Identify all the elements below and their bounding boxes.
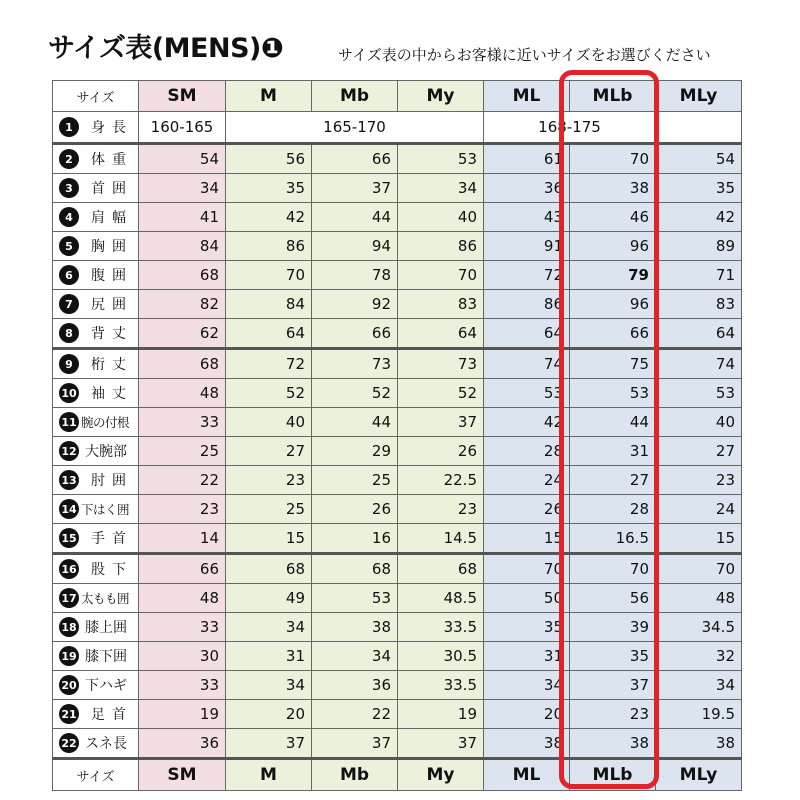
measurement-value: 53 bbox=[398, 144, 484, 174]
measurement-row bbox=[53, 729, 742, 759]
measurement-name: 袖丈 bbox=[91, 386, 133, 402]
measurement-value: 34 bbox=[484, 671, 570, 700]
measurement-name: 下はく囲 bbox=[81, 502, 130, 517]
measurement-value: 31 bbox=[226, 642, 312, 671]
size-header-m: M bbox=[226, 81, 312, 112]
row-number-badge: 2 bbox=[59, 149, 79, 169]
size-header-mb: Mb bbox=[312, 81, 398, 112]
measurement-value: 15 bbox=[226, 524, 312, 554]
measurement-value: 70 bbox=[484, 554, 570, 584]
measurement-value: 52 bbox=[226, 379, 312, 408]
measurement-value: 36 bbox=[484, 174, 570, 203]
measurement-value: 31 bbox=[484, 642, 570, 671]
measurement-name: 背丈 bbox=[91, 326, 133, 342]
measurement-value: 34 bbox=[139, 174, 226, 203]
size-header-my: My bbox=[398, 81, 484, 112]
measurement-value: 44 bbox=[312, 408, 398, 437]
measurement-value: 54 bbox=[139, 144, 226, 174]
measurement-value: 37 bbox=[312, 729, 398, 759]
measurement-value: 37 bbox=[312, 174, 398, 203]
measurement-value: 29 bbox=[312, 437, 398, 466]
measurement-name: 手首 bbox=[91, 531, 133, 547]
measurement-value: 25 bbox=[226, 495, 312, 524]
measurement-value: 37 bbox=[570, 671, 656, 700]
measurement-value: 34 bbox=[398, 174, 484, 203]
measurement-value: 27 bbox=[570, 466, 656, 495]
measurement-value: 89 bbox=[656, 232, 742, 261]
measurement-value: 16.5 bbox=[570, 524, 656, 554]
measurement-value: 33.5 bbox=[398, 671, 484, 700]
measurement-value: 38 bbox=[312, 613, 398, 642]
measurement-row bbox=[53, 584, 742, 613]
measurement-label bbox=[53, 232, 139, 261]
measurement-row bbox=[53, 642, 742, 671]
measurement-value: 34 bbox=[226, 671, 312, 700]
measurement-value: 37 bbox=[398, 729, 484, 759]
measurement-value: 20 bbox=[226, 700, 312, 729]
measurement-name: 太もも囲 bbox=[81, 591, 130, 606]
measurement-row bbox=[53, 408, 742, 437]
size-header-sm: SM bbox=[139, 759, 226, 791]
measurement-value: 41 bbox=[139, 203, 226, 232]
row-number-badge: 15 bbox=[59, 528, 79, 548]
size-header-mly: MLy bbox=[656, 81, 742, 112]
measurement-value: 96 bbox=[570, 290, 656, 319]
measurement-value: 38 bbox=[484, 729, 570, 759]
measurement-row bbox=[53, 466, 742, 495]
measurement-value: 82 bbox=[139, 290, 226, 319]
measurement-value: 15 bbox=[484, 524, 570, 554]
row-number-badge: 8 bbox=[59, 323, 79, 343]
measurement-value: 19 bbox=[139, 700, 226, 729]
measurement-label bbox=[53, 290, 139, 319]
measurement-value: 20 bbox=[484, 700, 570, 729]
measurement-label bbox=[53, 408, 139, 437]
measurement-value: 83 bbox=[398, 290, 484, 319]
measurement-value: 53 bbox=[312, 584, 398, 613]
measurement-label bbox=[53, 319, 139, 349]
height-row bbox=[53, 112, 742, 144]
measurement-value: 53 bbox=[570, 379, 656, 408]
measurement-value: 42 bbox=[484, 408, 570, 437]
measurement-value: 33 bbox=[139, 671, 226, 700]
measurement-name: スネ長 bbox=[85, 736, 127, 752]
measurement-value: 52 bbox=[312, 379, 398, 408]
measurement-value: 74 bbox=[656, 349, 742, 379]
measurement-label bbox=[53, 261, 139, 290]
measurement-value: 94 bbox=[312, 232, 398, 261]
measurement-value: 73 bbox=[398, 349, 484, 379]
measurement-label bbox=[53, 437, 139, 466]
measurement-value: 26 bbox=[484, 495, 570, 524]
measurement-value: 35 bbox=[484, 613, 570, 642]
row-number-badge: 21 bbox=[59, 704, 79, 724]
measurement-label bbox=[53, 112, 139, 144]
row-number-badge: 4 bbox=[59, 207, 79, 227]
measurement-value: 66 bbox=[312, 319, 398, 349]
measurement-value: 56 bbox=[226, 144, 312, 174]
measurement-value: 22 bbox=[312, 700, 398, 729]
measurement-value: 35 bbox=[570, 642, 656, 671]
measurement-value: 68 bbox=[312, 554, 398, 584]
measurement-value: 24 bbox=[484, 466, 570, 495]
measurement-value: 26 bbox=[398, 437, 484, 466]
measurement-value: 23 bbox=[398, 495, 484, 524]
measurement-value: 33.5 bbox=[398, 613, 484, 642]
measurement-name: 尻囲 bbox=[91, 297, 133, 313]
measurement-value: 84 bbox=[139, 232, 226, 261]
measurement-value: 31 bbox=[570, 437, 656, 466]
measurement-label bbox=[53, 203, 139, 232]
measurement-value: 19 bbox=[398, 700, 484, 729]
measurement-value: 38 bbox=[570, 174, 656, 203]
measurement-value: 32 bbox=[656, 642, 742, 671]
measurement-value: 38 bbox=[656, 729, 742, 759]
measurement-label bbox=[53, 495, 139, 524]
measurement-value: 14 bbox=[139, 524, 226, 554]
measurement-row bbox=[53, 554, 742, 584]
size-header-mly: MLy bbox=[656, 759, 742, 791]
measurement-value: 70 bbox=[656, 554, 742, 584]
measurement-label bbox=[53, 729, 139, 759]
measurement-value: 66 bbox=[570, 319, 656, 349]
measurement-value: 34 bbox=[656, 671, 742, 700]
measurement-value: 75 bbox=[570, 349, 656, 379]
measurement-row bbox=[53, 319, 742, 349]
row-number-badge: 3 bbox=[59, 178, 79, 198]
measurement-value: 33 bbox=[139, 613, 226, 642]
measurement-value: 39 bbox=[570, 613, 656, 642]
measurement-value: 50 bbox=[484, 584, 570, 613]
measurement-value: 14.5 bbox=[398, 524, 484, 554]
measurement-value: 72 bbox=[484, 261, 570, 290]
size-header-sm: SM bbox=[139, 81, 226, 112]
size-table bbox=[52, 80, 742, 791]
measurement-label bbox=[53, 642, 139, 671]
measurement-value: 27 bbox=[656, 437, 742, 466]
measurement-name: 首囲 bbox=[91, 181, 133, 197]
height-value: 168-175 bbox=[484, 112, 656, 144]
measurement-value: 28 bbox=[484, 437, 570, 466]
measurement-value: 64 bbox=[656, 319, 742, 349]
measurement-value: 28 bbox=[570, 495, 656, 524]
row-number-badge: 17 bbox=[59, 588, 79, 608]
measurement-value: 53 bbox=[656, 379, 742, 408]
measurement-value: 40 bbox=[226, 408, 312, 437]
measurement-value: 30.5 bbox=[398, 642, 484, 671]
measurement-row bbox=[53, 437, 742, 466]
measurement-value: 64 bbox=[226, 319, 312, 349]
measurement-value: 25 bbox=[139, 437, 226, 466]
measurement-value: 64 bbox=[484, 319, 570, 349]
measurement-value: 25 bbox=[312, 466, 398, 495]
measurement-value: 34 bbox=[312, 642, 398, 671]
measurement-value: 24 bbox=[656, 495, 742, 524]
measurement-name: 体重 bbox=[91, 152, 133, 168]
height-value: 160-165 bbox=[139, 112, 226, 144]
measurement-value: 53 bbox=[484, 379, 570, 408]
measurement-value: 71 bbox=[656, 261, 742, 290]
measurement-row bbox=[53, 671, 742, 700]
measurement-value: 68 bbox=[226, 554, 312, 584]
measurement-value: 68 bbox=[139, 349, 226, 379]
measurement-value: 68 bbox=[139, 261, 226, 290]
measurement-value: 91 bbox=[484, 232, 570, 261]
measurement-value: 23 bbox=[656, 466, 742, 495]
measurement-value: 40 bbox=[656, 408, 742, 437]
measurement-value: 42 bbox=[226, 203, 312, 232]
height-value: 165-170 bbox=[226, 112, 484, 144]
measurement-row bbox=[53, 203, 742, 232]
measurement-value: 16 bbox=[312, 524, 398, 554]
row-number-badge: 7 bbox=[59, 294, 79, 314]
measurement-value: 46 bbox=[570, 203, 656, 232]
measurement-value: 73 bbox=[312, 349, 398, 379]
measurement-value: 48 bbox=[139, 584, 226, 613]
row-number-badge: 10 bbox=[59, 383, 79, 403]
size-header-ml: ML bbox=[484, 81, 570, 112]
measurement-value: 68 bbox=[398, 554, 484, 584]
measurement-row bbox=[53, 232, 742, 261]
measurement-name: 腹囲 bbox=[91, 268, 133, 284]
row-number-badge: 19 bbox=[59, 646, 79, 666]
measurement-value: 86 bbox=[226, 232, 312, 261]
measurement-value: 48 bbox=[656, 584, 742, 613]
measurement-row bbox=[53, 495, 742, 524]
measurement-value: 37 bbox=[226, 729, 312, 759]
measurement-value: 15 bbox=[656, 524, 742, 554]
measurement-name: 肘囲 bbox=[91, 473, 133, 489]
measurement-name: 膝下囲 bbox=[85, 649, 127, 665]
measurement-value: 38 bbox=[570, 729, 656, 759]
measurement-name: 下ハギ bbox=[85, 678, 127, 694]
row-number-badge: 13 bbox=[59, 470, 79, 490]
row-number-badge: 20 bbox=[59, 675, 79, 695]
measurement-value: 44 bbox=[570, 408, 656, 437]
measurement-row bbox=[53, 700, 742, 729]
measurement-value: 49 bbox=[226, 584, 312, 613]
measurement-label bbox=[53, 174, 139, 203]
measurement-label bbox=[53, 700, 139, 729]
measurement-value: 66 bbox=[139, 554, 226, 584]
measurement-value: 70 bbox=[226, 261, 312, 290]
measurement-value: 54 bbox=[656, 144, 742, 174]
measurement-value: 42 bbox=[656, 203, 742, 232]
measurement-label bbox=[53, 613, 139, 642]
size-header-mb: Mb bbox=[312, 759, 398, 791]
measurement-value: 34.5 bbox=[656, 613, 742, 642]
height-value bbox=[656, 112, 742, 144]
measurement-value: 86 bbox=[484, 290, 570, 319]
row-number-badge: 1 bbox=[59, 117, 79, 137]
measurement-value: 70 bbox=[398, 261, 484, 290]
measurement-value: 84 bbox=[226, 290, 312, 319]
measurement-value: 56 bbox=[570, 584, 656, 613]
measurement-label bbox=[53, 144, 139, 174]
measurement-value: 36 bbox=[312, 671, 398, 700]
measurement-label bbox=[53, 524, 139, 554]
size-header-mlb: MLb bbox=[570, 759, 656, 791]
measurement-value: 30 bbox=[139, 642, 226, 671]
measurement-value: 83 bbox=[656, 290, 742, 319]
measurement-label bbox=[53, 379, 139, 408]
measurement-value: 72 bbox=[226, 349, 312, 379]
measurement-value: 23 bbox=[226, 466, 312, 495]
measurement-row bbox=[53, 524, 742, 554]
measurement-value: 79 bbox=[570, 261, 656, 290]
measurement-value: 96 bbox=[570, 232, 656, 261]
measurement-value: 27 bbox=[226, 437, 312, 466]
measurement-label bbox=[53, 466, 139, 495]
measurement-value: 43 bbox=[484, 203, 570, 232]
measurement-row bbox=[53, 174, 742, 203]
measurement-row bbox=[53, 613, 742, 642]
page-title: サイズ表(MENS)❶ bbox=[48, 33, 284, 64]
measurement-value: 74 bbox=[484, 349, 570, 379]
measurement-value: 40 bbox=[398, 203, 484, 232]
measurement-value: 78 bbox=[312, 261, 398, 290]
measurement-name: 胸囲 bbox=[91, 239, 133, 255]
row-number-badge: 16 bbox=[59, 559, 79, 579]
measurement-label bbox=[53, 584, 139, 613]
measurement-label bbox=[53, 671, 139, 700]
measurement-value: 64 bbox=[398, 319, 484, 349]
row-number-badge: 9 bbox=[59, 354, 79, 374]
size-header-mlb: MLb bbox=[570, 81, 656, 112]
row-number-badge: 11 bbox=[59, 412, 79, 432]
measurement-value: 33 bbox=[139, 408, 226, 437]
measurement-label bbox=[53, 349, 139, 379]
measurement-row bbox=[53, 290, 742, 319]
size-header-ml: ML bbox=[484, 759, 570, 791]
measurement-name: 膝上囲 bbox=[85, 620, 127, 636]
measurement-row bbox=[53, 379, 742, 408]
measurement-value: 19.5 bbox=[656, 700, 742, 729]
measurement-value: 36 bbox=[139, 729, 226, 759]
measurement-value: 92 bbox=[312, 290, 398, 319]
row-number-badge: 14 bbox=[59, 499, 79, 519]
measurement-name: 肩幅 bbox=[91, 210, 133, 226]
measurement-label bbox=[53, 554, 139, 584]
measurement-name: 桁丈 bbox=[91, 357, 133, 373]
measurement-value: 22 bbox=[139, 466, 226, 495]
row-number-badge: 5 bbox=[59, 236, 79, 256]
measurement-name: 足首 bbox=[91, 707, 133, 723]
measurement-value: 35 bbox=[656, 174, 742, 203]
row-number-badge: 22 bbox=[59, 733, 79, 753]
measurement-value: 61 bbox=[484, 144, 570, 174]
measurement-value: 66 bbox=[312, 144, 398, 174]
measurement-value: 22.5 bbox=[398, 466, 484, 495]
measurement-value: 52 bbox=[398, 379, 484, 408]
size-header-row-top bbox=[53, 81, 742, 112]
measurement-row bbox=[53, 349, 742, 379]
measurement-value: 48.5 bbox=[398, 584, 484, 613]
measurement-row bbox=[53, 144, 742, 174]
size-header-m: M bbox=[226, 759, 312, 791]
measurement-value: 48 bbox=[139, 379, 226, 408]
measurement-value: 62 bbox=[139, 319, 226, 349]
measurement-value: 35 bbox=[226, 174, 312, 203]
measurement-value: 26 bbox=[312, 495, 398, 524]
size-header-label: サイズ bbox=[53, 81, 139, 112]
measurement-name: 股下 bbox=[91, 562, 133, 578]
measurement-value: 44 bbox=[312, 203, 398, 232]
measurement-value: 23 bbox=[570, 700, 656, 729]
measurement-name: 大腕部 bbox=[85, 444, 127, 460]
measurement-value: 70 bbox=[570, 554, 656, 584]
page-subtitle: サイズ表の中からお客様に近いサイズをお選びください bbox=[338, 46, 711, 64]
measurement-name: 腕の付根 bbox=[81, 415, 130, 430]
measurement-name: 身長 bbox=[91, 120, 133, 136]
measurement-value: 37 bbox=[398, 408, 484, 437]
size-header-row-bottom bbox=[53, 759, 742, 791]
row-number-badge: 6 bbox=[59, 265, 79, 285]
measurement-value: 34 bbox=[226, 613, 312, 642]
size-header-my: My bbox=[398, 759, 484, 791]
measurement-value: 23 bbox=[139, 495, 226, 524]
measurement-value: 86 bbox=[398, 232, 484, 261]
row-number-badge: 18 bbox=[59, 617, 79, 637]
measurement-value: 70 bbox=[570, 144, 656, 174]
size-header-label: サイズ bbox=[53, 759, 139, 791]
measurement-row bbox=[53, 261, 742, 290]
row-number-badge: 12 bbox=[59, 441, 79, 461]
